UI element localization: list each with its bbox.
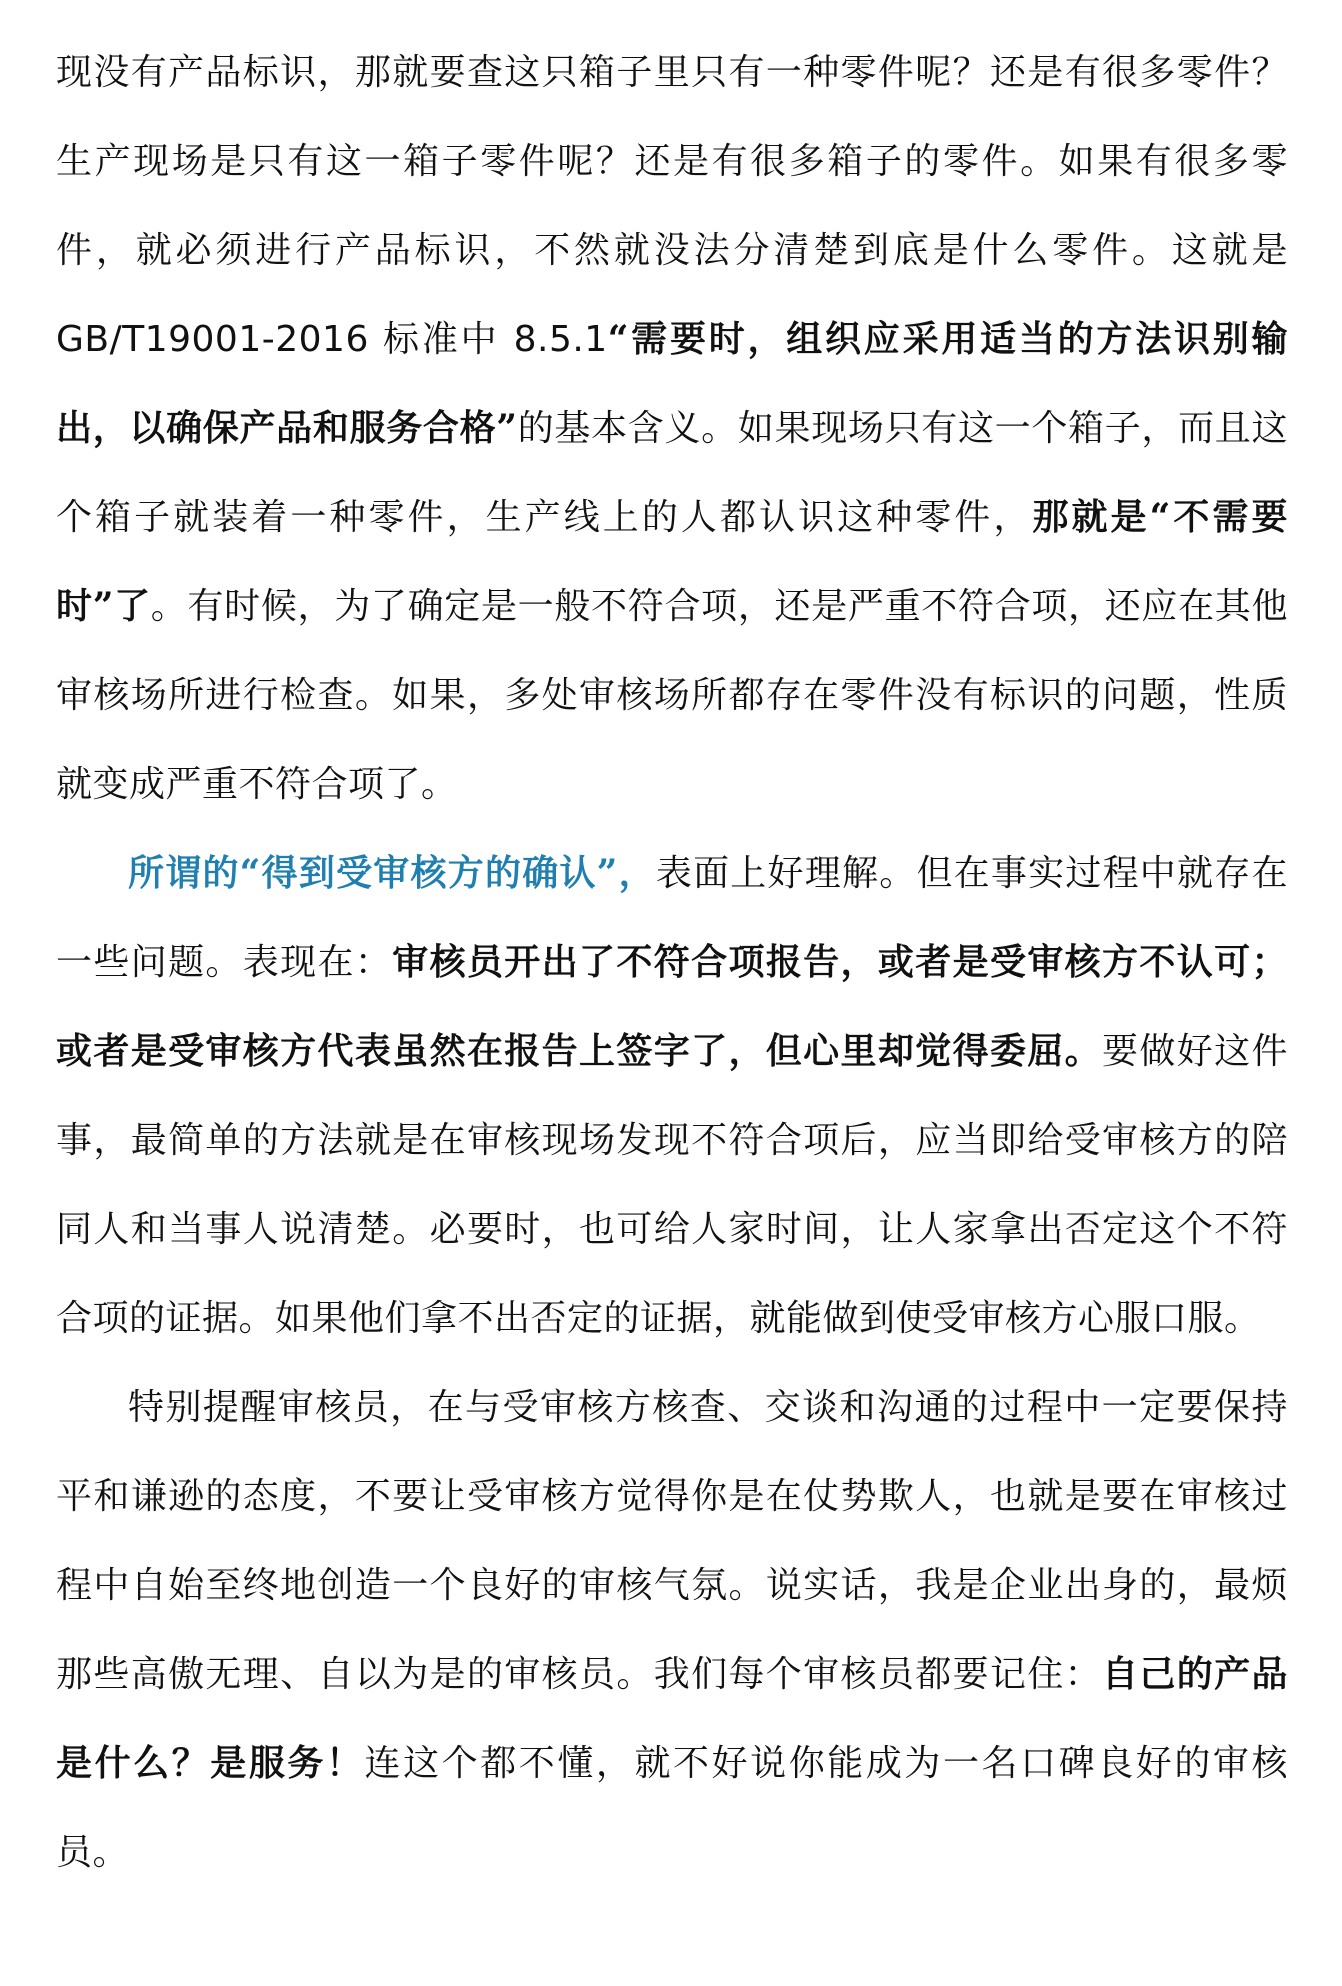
confirmation-heading: 所谓的“得到受审核方的确认”，	[128, 852, 656, 894]
not-needed-emphasis: 那就是“不需要时”了	[56, 496, 1288, 627]
clause-number: 8.5.1	[513, 319, 608, 360]
problem-emphasis: 审核员开出了不符合项报告，或者是受审核方不认可；或者是受审核方代表虽然在报告上签字了，但心里却觉得委屈。	[56, 941, 1288, 1072]
paragraph-2-run-4: 要做好这件事，最简单的方法就是在审核现场发现不符合项后，应当即给受审核方的陪同人和当事人说清楚。必要时，也可给人家时间，让人家拿出否定这个不符合项的证据。如果他们拿不出否定的证据，就能做到使受审核方心服口服。	[56, 1031, 1288, 1339]
paragraph-1	[56, 28, 1288, 829]
paragraph-3	[56, 1363, 1288, 1897]
clause-quote: “需要时，组织应采用适当的方法识别输出，以确保产品和服务合格”	[56, 318, 1288, 449]
paragraph-1-run-8: 。有时候，为了确定是一般不符合项，还是严重不符合项，还应在其他审核场所进行检查。如果，多处审核场所都存在零件没有标识的问题，性质就变成严重不符合项了。	[56, 586, 1288, 805]
paragraph-3-run-1: 特别提醒审核员，在与受审核方核查、交谈和沟通的过程中一定要保持平和谦逊的态度，不要让受审核方觉得你是在仗势欺人，也就是要在审核过程中自始至终地创造一个良好的审核气氛。说实话，我是企业出身的，最烦那些高傲无理、自以为是的审核员。我们每个审核员都要记住：	[56, 1387, 1288, 1695]
standard-code: GB/T19001-2016	[56, 319, 369, 360]
paragraph-2	[56, 829, 1288, 1363]
document-body	[56, 28, 1288, 1897]
paragraph-1-run-6: 的基本含义。如果现场只有这一个箱子，而且这个箱子就装着一种零件，生产线上的人都认识这种零件，	[56, 408, 1288, 538]
paragraph-1-run-1: 现没有产品标识，那就要查这只箱子里只有一种零件呢？还是有很多零件？生产现场是只有这一箱子零件呢？还是有很多箱子的零件。如果有很多零件，就必须进行产品标识，不然就没法分清楚到底是什么零件。这就是	[56, 52, 1288, 271]
paragraph-3-run-3: 连这个都不懂，就不好说你能成为一名口碑良好的审核员。	[56, 1743, 1288, 1873]
paragraph-1-run-3: 标准中	[368, 319, 514, 360]
service-emphasis: 自己的产品是什么？是服务！	[56, 1653, 1288, 1784]
paragraph-2-run-2: 表面上好理解。但在事实过程中就存在一些问题。表现在：	[56, 853, 1288, 983]
